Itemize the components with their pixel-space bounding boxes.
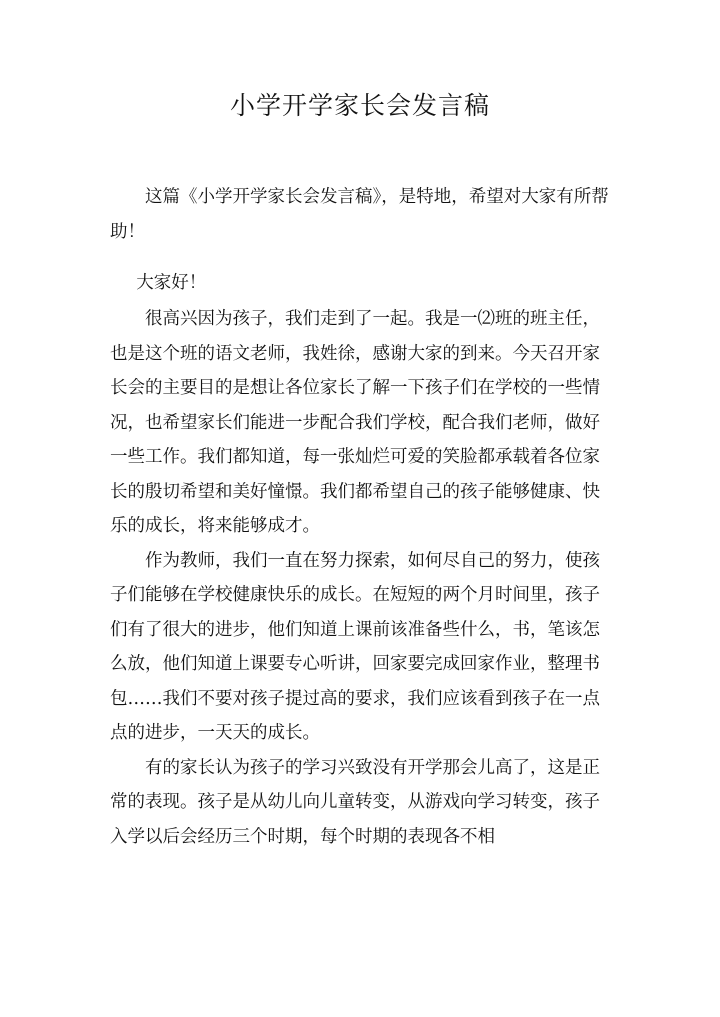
- main-body: [110, 302, 610, 854]
- intro-section: [110, 180, 610, 249]
- document-title: 小学开学家长会发言稿: [229, 91, 490, 120]
- body-paragraph: 很高兴因为孩子，我们走到了一起。我是一⑵班的班主任，也是这个班的语文老师，我姓徐，感谢大家的到来。今天召开家长会的主要目的是想让各位家长了解一下孩子们在学校的一些情况，也希望家长们能进一步配合我们学校，配合我们老师，做好一些工作。我们都知道，每一张灿烂可爱的笑脸都承载着各位家长的殷切希望和美好憧憬。我们都希望自己的孩子能够健康、快乐的成长，将来能够成才。: [110, 309, 600, 536]
- greeting-line: 大家好！: [136, 273, 207, 293]
- body-paragraph: 作为教师，我们一直在努力探索，如何尽自己的努力，使孩子们能够在学校健康快乐的成长。在短短的两个月时间里，孩子们有了很大的进步，他们知道上课前该准备些什么，书，笔该怎么放，他们知道上课要专心听讲，回家要完成回家作业，整理书包……我们不要对孩子提过高的要求，我们应该看到孩子在一点点的进步，一天天的成长。: [110, 550, 600, 743]
- intro-paragraph: 这篇《小学开学家长会发言稿》，是特地，希望对大家有所帮助！: [110, 187, 609, 242]
- body-paragraph: 有的家长认为孩子的学习兴致没有开学那会儿高了，这是正常的表现。孩子是从幼儿向儿童转变，从游戏向学习转变，孩子入学以后会经历三个时期，每个时期的表现各不相: [110, 757, 600, 847]
